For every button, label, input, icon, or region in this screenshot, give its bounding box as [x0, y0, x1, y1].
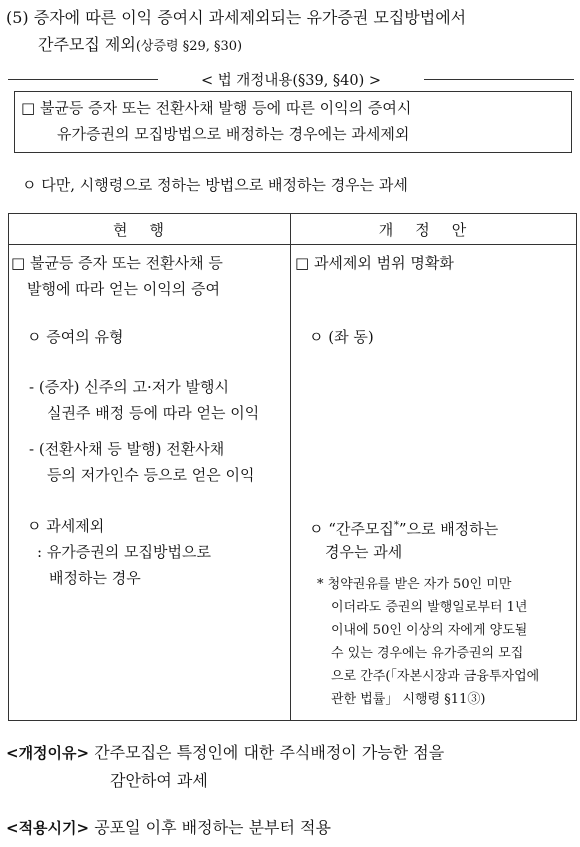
- section-title: [6, 4, 576, 60]
- law-change-header-label: [8, 69, 574, 90]
- reason-text-line2: 감안하여 과세: [110, 771, 208, 790]
- section-title-reference: (상증령 §29, §30): [135, 39, 243, 54]
- current-item4-line1: - (전환사채 등 발행) 전환사채: [29, 440, 225, 458]
- proposed-cell: [291, 245, 577, 721]
- current-item4-line2: 등의 저가인수 등으로 얻은 이익: [47, 466, 255, 484]
- reason-line1: [6, 739, 578, 767]
- law-change-box: [14, 91, 572, 153]
- law-change-header-text: < 법 개정내용(§39, §40) >: [195, 73, 387, 89]
- proposed-item3-line2: 경우는 과세: [325, 543, 403, 561]
- effective-text: 공포일 이후 배정하는 분부터 적용: [94, 818, 331, 837]
- footnote-marker: *: [393, 520, 399, 531]
- comparison-table: [8, 213, 577, 721]
- footnote-line-4: 수 있는 경우에는 유가증권의 모집: [331, 646, 524, 661]
- current-item2: ㅇ 증여의 유형: [27, 328, 124, 346]
- current-item3-line1: - (증자) 신주의 고·저가 발행시: [29, 378, 230, 396]
- current-item3-line2: 실권주 배정 등에 따라 얻는 이익: [47, 404, 260, 422]
- current-cell: [9, 245, 291, 721]
- current-item1-line1: □ 불균등 증자 또는 전환사채 등: [11, 254, 223, 272]
- effective-section: [6, 814, 578, 842]
- current-item1-line2: 발행에 따라 얻는 이익의 증여: [27, 280, 220, 298]
- law-change-note: ㅇ 다만, 시행령으로 정하는 방법으로 배정하는 경우는 과세: [22, 176, 408, 194]
- reason-text-line1: 간주모집은 특정인에 대한 주식배정이 가능한 점을: [94, 743, 445, 762]
- effective-label: <적용시기>: [6, 819, 90, 837]
- proposed-item3: [309, 513, 498, 542]
- proposed-item3-text-end: ”으로 배정하는: [398, 520, 499, 538]
- law-change-line1: □ 불균등 증자 또는 전환사채 발행 등에 따른 이익의 증여시: [21, 99, 412, 117]
- section-title-line1: (5) 증자에 따른 이익 증여시 과세제외되는 유가증권 모집방법에서: [6, 8, 467, 27]
- footnote-line-5: 으로 간주(「자본시장과 금융투자업에: [331, 669, 540, 684]
- column-header-proposed: 개정안: [291, 214, 577, 245]
- reason-label: <개정이유>: [6, 744, 90, 762]
- law-change-header: [8, 68, 574, 90]
- law-change-line2: 유가증권의 모집방법으로 배정하는 경우에는 과세제외: [57, 125, 410, 143]
- footnote-line-6: 관한 법률」 시행령 §11③): [331, 692, 486, 707]
- footnote-line-3: 이내에 50인 이상의 자에게 양도될: [331, 623, 528, 638]
- proposed-item2: ㅇ (좌 동): [309, 328, 374, 346]
- current-item5: ㅇ 과세제외: [27, 517, 105, 535]
- footnote-line-1: * 청약권유를 받은 자가 50인 미만: [317, 577, 512, 592]
- current-item6-line2: 배정하는 경우: [49, 569, 141, 587]
- column-header-current: 현행: [9, 214, 291, 245]
- proposed-item1: □ 과세제외 범위 명확화: [295, 254, 454, 272]
- current-item6-line1: : 유가증권의 모집방법으로: [37, 543, 211, 561]
- reason-section: [6, 739, 578, 795]
- section-title-line2: [6, 31, 576, 60]
- proposed-item3-text: ㅇ “간주모집: [309, 520, 394, 538]
- section-title-text: 간주모집 제외: [38, 35, 136, 54]
- footnote-line-2: 이더라도 증권의 발행일로부터 1년: [331, 600, 528, 615]
